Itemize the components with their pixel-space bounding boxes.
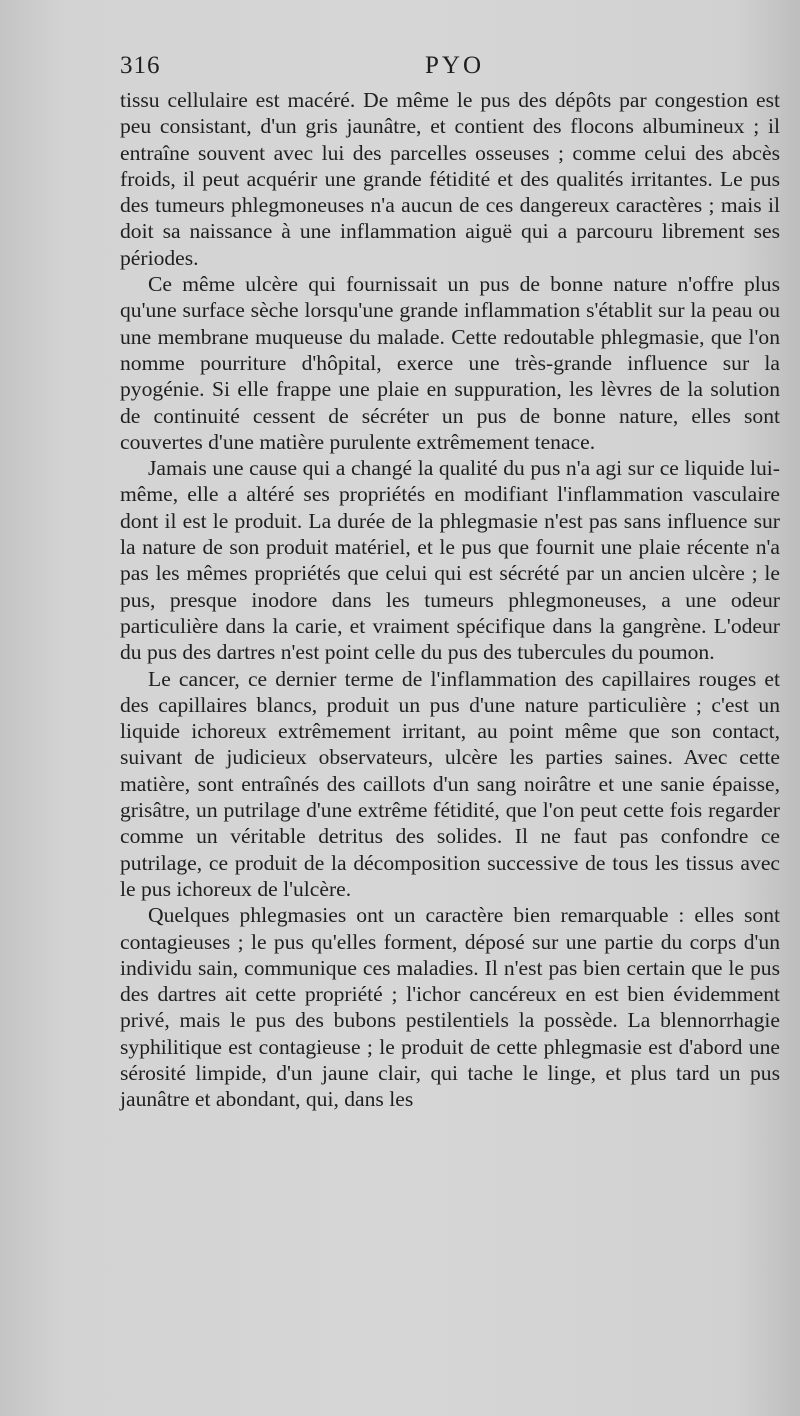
- running-head: PYO: [425, 52, 485, 79]
- paragraph-1: tissu cellulaire est macéré. De même le pus des dépôts par congestion est peu consistant, d'un gris jaunâtre, et contient des flocons albumineux ; il entraîne souvent avec lui des parcelles osseuses ; comme celui des abcès froids, il peut acquérir une grande fétidité et des qualités irritantes. Le pus des tumeurs phlegmoneuses n'a aucun de ces dangereux caractères ; mais il doit sa naissance à une inflammation aiguë qui a parcouru librement ses périodes.: [120, 88, 780, 270]
- page-header: [120, 52, 780, 88]
- page-number: 316: [120, 52, 161, 79]
- paragraph-2: Ce même ulcère qui fournissait un pus de bonne nature n'offre plus qu'une surface sèche lorsqu'une grande inflammation s'établit sur la peau ou une membrane muqueuse du malade. Cette redoutable phlegmasie, que l'on nomme pourriture d'hôpital, exerce une très-grande influence sur la pyogénie. Si elle frappe une plaie en suppuration, les lèvres de la solution de continuité cessent de sécréter un pus de bonne nature, elles sont couvertes d'une matière purulente extrêmement tenace.: [120, 272, 780, 454]
- body-text: [120, 87, 780, 1113]
- paragraph-5: Quelques phlegmasies ont un caractère bien remarquable : elles sont contagieuses ; le pus qu'elles forment, déposé sur une partie du corps d'un individu sain, communique ces maladies. Il n'est pas bien certain que le pus des dartres ait cette propriété ; l'ichor cancéreux en est bien évidemment privé, mais le pus des bubons pestilentiels la possède. La blennorrhagie syphilitique est contagieuse ; le produit de cette phlegmasie est d'abord une sérosité limpide, d'un jaune clair, qui tache le linge, et plus tard un pus jaunâtre et abondant, qui, dans les: [120, 903, 780, 1112]
- paragraph-3: Jamais une cause qui a changé la qualité du pus n'a agi sur ce liquide lui-même, elle a altéré ses propriétés en modifiant l'inflammation vasculaire dont il est le produit. La durée de la phlegmasie n'est pas sans influence sur la nature de son produit matériel, et le pus que fournit une plaie récente n'a pas les mêmes propriétés que celui qui est sécrété par un ancien ulcère ; le pus, presque inodore dans les tumeurs phlegmoneuses, a une odeur particulière dans la carie, et vraiment spécifique dans la gangrène. L'odeur du pus des dartres n'est point celle du pus des tubercules du poumon.: [120, 456, 780, 665]
- paragraph-4: Le cancer, ce dernier terme de l'inflammation des capillaires rouges et des capillaires blancs, produit un pus d'une nature particulière ; c'est un liquide ichoreux extrêmement irritant, au point même que son contact, suivant de judicieux observateurs, ulcère les parties saines. Avec cette matière, sont entraînés des caillots d'un sang noirâtre et une sanie épaisse, grisâtre, un putrilage d'une extrême fétidité, que l'on peut cette fois regarder comme un véritable detritus des solides. Il ne faut pas confondre ce putrilage, ce produit de la décomposition successive de tous les tissus avec le pus ichoreux de l'ulcère.: [120, 666, 780, 901]
